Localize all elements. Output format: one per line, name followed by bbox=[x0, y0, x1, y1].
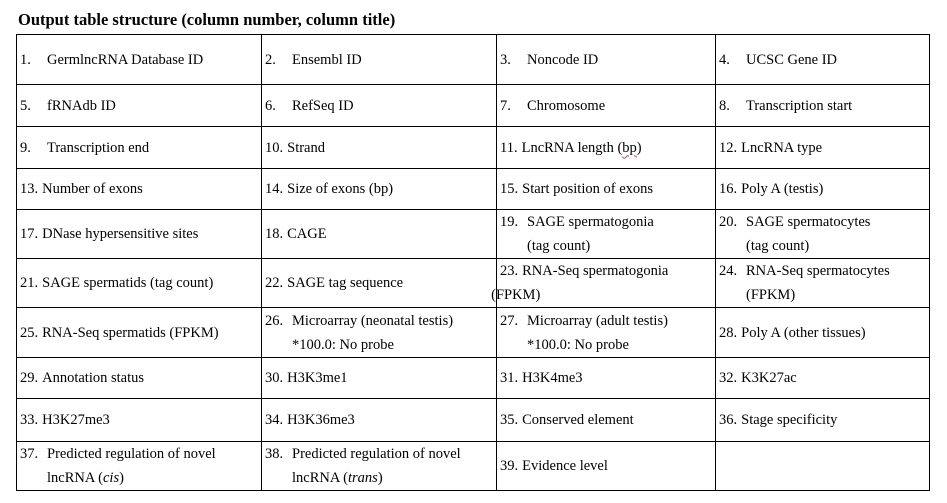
column-number: 6. bbox=[265, 97, 276, 114]
column-number: 32. bbox=[719, 370, 738, 386]
column-number: 19. bbox=[500, 214, 519, 230]
table-row bbox=[17, 35, 930, 85]
column-number: 25. bbox=[20, 324, 39, 341]
column-title: Evidence level bbox=[522, 458, 608, 474]
column-title: Chromosome bbox=[527, 97, 606, 114]
column-title: fRNAdb ID bbox=[47, 97, 116, 114]
column-title: K3K27ac bbox=[741, 370, 797, 386]
table-cell bbox=[716, 35, 930, 85]
column-title: Transcription end bbox=[47, 139, 150, 156]
column-title: H3K3me1 bbox=[287, 370, 348, 386]
column-number: 31. bbox=[500, 370, 519, 386]
column-number: 38. bbox=[265, 446, 284, 462]
column-title: SAGE spermatogonia bbox=[527, 214, 654, 230]
column-number: 15. bbox=[500, 181, 519, 197]
column-number: 34. bbox=[265, 412, 284, 428]
column-title: SAGE spermatids (tag count) bbox=[42, 275, 214, 291]
table-row bbox=[17, 399, 930, 442]
column-number: 7. bbox=[500, 97, 511, 114]
close-paren: ) bbox=[119, 470, 124, 486]
table-cell bbox=[716, 358, 930, 399]
column-title: H3K4me3 bbox=[522, 370, 583, 386]
table-cell bbox=[262, 210, 497, 259]
column-number: 18. bbox=[265, 226, 284, 242]
column-number: 1. bbox=[20, 51, 31, 68]
lncrna-prefix: lncRNA ( bbox=[47, 470, 103, 486]
column-title: Conserved element bbox=[522, 412, 634, 428]
table-row bbox=[17, 127, 930, 169]
table-cell bbox=[716, 399, 930, 442]
table-cell bbox=[17, 442, 262, 491]
column-title: Start position of exons bbox=[522, 181, 654, 197]
table-cell bbox=[262, 169, 497, 210]
table-cell bbox=[716, 127, 930, 169]
table-cell bbox=[716, 308, 930, 358]
column-title: Transcription start bbox=[746, 97, 853, 114]
column-title: Number of exons bbox=[42, 181, 143, 197]
column-number: 37. bbox=[20, 446, 39, 462]
column-number: 11. bbox=[500, 139, 518, 156]
table-cell bbox=[17, 85, 262, 127]
table-cell bbox=[497, 85, 716, 127]
column-title-line-2: (tag count) bbox=[746, 238, 810, 254]
column-number: 26. bbox=[265, 312, 284, 329]
column-title: LncRNA type bbox=[741, 139, 823, 156]
table-cell bbox=[497, 35, 716, 85]
table-cell bbox=[17, 358, 262, 399]
table-cell bbox=[497, 210, 716, 259]
column-number: 2. bbox=[265, 51, 276, 68]
table-cell bbox=[262, 399, 497, 442]
column-number: 36. bbox=[719, 412, 738, 428]
lncrna-prefix: lncRNA ( bbox=[292, 470, 348, 486]
table-row bbox=[17, 169, 930, 210]
column-number: 14. bbox=[265, 181, 284, 197]
table-cell bbox=[497, 358, 716, 399]
column-title: Annotation status bbox=[42, 370, 145, 386]
table-cell bbox=[17, 35, 262, 85]
table-cell bbox=[497, 399, 716, 442]
column-title: Microarray (adult testis) bbox=[527, 312, 668, 329]
table-cell bbox=[262, 308, 497, 358]
column-title: RNA-Seq spermatocytes bbox=[746, 263, 890, 279]
table-row bbox=[17, 210, 930, 259]
spellcheck-mark: bp bbox=[622, 139, 637, 156]
column-title: Noncode ID bbox=[527, 51, 599, 68]
column-number: 27. bbox=[500, 312, 519, 329]
column-title: Predicted regulation of novel bbox=[292, 446, 461, 462]
table-cell bbox=[17, 127, 262, 169]
column-number: 10. bbox=[265, 139, 284, 156]
column-number: 17. bbox=[20, 226, 39, 242]
column-number: 28. bbox=[719, 324, 738, 341]
table-cell bbox=[491, 259, 716, 308]
column-number: 5. bbox=[20, 97, 31, 114]
table-cell bbox=[716, 259, 930, 308]
column-number: 23. bbox=[500, 263, 519, 279]
column-title: Poly A (other tissues) bbox=[741, 324, 866, 341]
column-title: Size of exons (bp) bbox=[287, 181, 394, 197]
column-title-line-2: (FPKM) bbox=[746, 287, 796, 303]
table-row bbox=[17, 308, 930, 358]
column-title: DNase hypersensitive sites bbox=[42, 226, 199, 242]
table-row bbox=[17, 442, 930, 491]
empty-cell bbox=[716, 442, 930, 491]
column-number: 16. bbox=[719, 181, 738, 197]
table-title: Output table structure (column number, column title) bbox=[18, 10, 396, 29]
column-title-line-2 bbox=[47, 466, 261, 490]
table-cell bbox=[17, 308, 262, 358]
table-row bbox=[17, 259, 930, 308]
column-title: UCSC Gene ID bbox=[746, 51, 838, 68]
cis-italic: cis bbox=[102, 470, 120, 486]
table-cell bbox=[262, 127, 497, 169]
column-number: 30. bbox=[265, 370, 284, 386]
column-title: Poly A (testis) bbox=[741, 181, 824, 197]
table-cell bbox=[17, 399, 262, 442]
column-title-line-2 bbox=[292, 466, 496, 490]
table-cell bbox=[716, 85, 930, 127]
table-cell bbox=[716, 210, 930, 259]
column-number: 13. bbox=[20, 181, 39, 197]
column-title: SAGE spermatocytes bbox=[746, 214, 871, 230]
column-number: 33. bbox=[20, 412, 39, 428]
column-title: SAGE tag sequence bbox=[287, 275, 404, 291]
table-cell bbox=[262, 358, 497, 399]
column-title: Strand bbox=[287, 139, 325, 156]
output-structure-table bbox=[16, 34, 930, 491]
table-cell bbox=[497, 308, 716, 358]
table-row bbox=[17, 85, 930, 127]
column-number: 22. bbox=[265, 275, 284, 291]
column-title: Stage specificity bbox=[741, 412, 838, 428]
table-cell bbox=[262, 259, 497, 308]
column-number: 12. bbox=[719, 139, 738, 156]
column-number: 24. bbox=[719, 263, 738, 279]
column-number: 35. bbox=[500, 412, 519, 428]
table-cell bbox=[262, 85, 497, 127]
table-cell bbox=[262, 35, 497, 85]
column-title: Microarray (neonatal testis) bbox=[292, 312, 454, 329]
column-title: RNA-Seq spermatids (FPKM) bbox=[42, 324, 219, 341]
column-title: H3K36me3 bbox=[287, 412, 355, 428]
column-number: 39. bbox=[500, 458, 519, 474]
table-cell bbox=[497, 442, 716, 491]
column-number: 29. bbox=[20, 370, 39, 386]
close-paren: ) bbox=[377, 470, 383, 486]
column-title: H3K27me3 bbox=[42, 412, 110, 428]
table-cell bbox=[716, 169, 930, 210]
column-title: RefSeq ID bbox=[292, 97, 354, 114]
column-number: 20. bbox=[719, 214, 738, 230]
column-note: *100.0: No probe bbox=[527, 336, 629, 353]
column-number: 9. bbox=[20, 139, 31, 156]
column-number: 21. bbox=[20, 275, 39, 291]
trans-italic: trans bbox=[347, 470, 378, 486]
column-number: 8. bbox=[719, 97, 730, 114]
column-number: 3. bbox=[500, 51, 511, 68]
column-title: CAGE bbox=[287, 226, 327, 242]
table-cell bbox=[17, 259, 262, 308]
column-title: RNA-Seq spermatogonia bbox=[522, 263, 669, 279]
column-title-line-2: (FPKM) bbox=[491, 287, 541, 303]
table-cell bbox=[17, 169, 262, 210]
column-title: Predicted regulation of novel bbox=[47, 446, 216, 462]
table-cell bbox=[262, 442, 497, 491]
column-note: *100.0: No probe bbox=[292, 336, 394, 353]
table-cell bbox=[497, 127, 716, 169]
column-title: GermlncRNA Database ID bbox=[47, 51, 204, 68]
column-title-line-2: (tag count) bbox=[527, 238, 591, 254]
column-title: LncRNA length (bp) bbox=[521, 139, 642, 156]
column-number: 4. bbox=[719, 51, 730, 68]
column-title: Ensembl ID bbox=[292, 51, 362, 68]
table-cell bbox=[17, 210, 262, 259]
table-cell bbox=[497, 169, 716, 210]
table-row bbox=[17, 358, 930, 399]
